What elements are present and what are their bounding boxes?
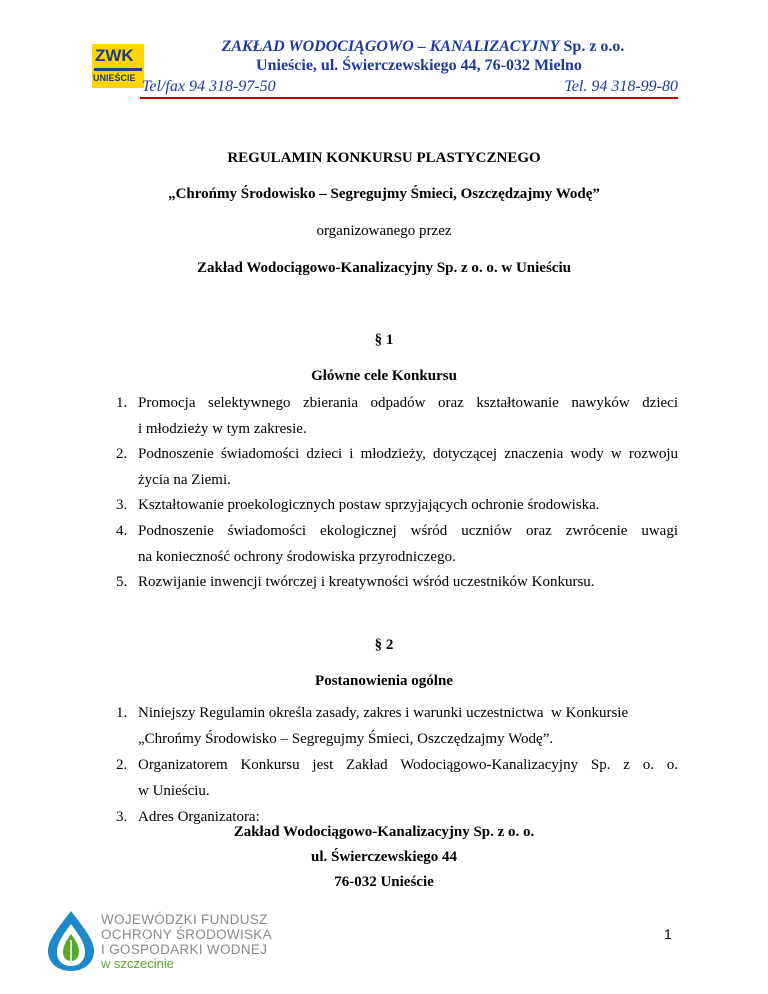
text-line: i młodzieży w tym zakresie. — [138, 421, 307, 437]
list-item-number: 5. — [116, 574, 128, 590]
section-2-number: § 2 — [374, 637, 394, 653]
organized-by-label: organizowanego przez — [316, 223, 452, 239]
text-line: Adres Organizatora: — [138, 809, 260, 825]
organizer-name: Zakład Wodociągowo-Kanalizacyjny Sp. z o. o. w Unieściu — [197, 260, 571, 276]
text-line: „Chrońmy Środowisko – Segregujmy Śmieci, Oszczędzajmy Wodę”. — [138, 731, 554, 747]
company-phones — [142, 78, 678, 96]
list-item-number: 4. — [116, 523, 128, 539]
organizer-address-name: Zakład Wodociągowo-Kanalizacyjny Sp. z o. o. — [233, 824, 535, 840]
zwk-logo-sub: UNIEŚCIE — [93, 73, 136, 83]
text-line: Rozwijanie inwencji twórczej i kreatywności wśród uczestników Konkursu. — [138, 574, 595, 590]
organizer-address-postcode: 76-032 Unieście — [334, 874, 434, 890]
fund-city: w szczecinie — [101, 956, 174, 971]
text-line: Podnoszenie świadomości ekologicznej wśród uczniów oraz zwrócenie uwagi — [138, 523, 678, 539]
company-name-suffix: Sp. z o.o. — [559, 38, 625, 55]
company-name — [92, 38, 678, 56]
list-item-text — [138, 492, 678, 518]
list-item-text — [138, 518, 678, 570]
text-line: życia na Ziemi. — [138, 472, 231, 488]
list-item-number: 2. — [116, 446, 128, 462]
organizer-address-street: ul. Świerczewskiego 44 — [311, 849, 457, 865]
document-title: REGULAMIN KONKURSU PLASTYCZNEGO — [227, 150, 541, 166]
list-item-text — [138, 700, 678, 752]
list-item-number: 2. — [116, 757, 128, 773]
list-item-text — [138, 441, 678, 493]
letterhead — [92, 38, 678, 100]
contest-name: „Chrońmy Środowisko – Segregujmy Śmieci, Oszczędzajmy Wodę” — [168, 186, 600, 202]
section-2-heading: Postanowienia ogólne — [315, 673, 453, 689]
list-item-text — [138, 390, 678, 442]
section-1-heading: Główne cele Konkursu — [311, 368, 457, 384]
text-line: Podnoszenie świadomości dzieci i młodzieży, dotyczącej znaczenia wody w rozwoju — [138, 446, 678, 462]
text-line: Organizatorem Konkursu jest Zakład Wodociągowo-Kanalizacyjny Sp. z o. o. — [138, 757, 678, 773]
text-line: Kształtowanie proekologicznych postaw sprzyjających ochronie środowiska. — [138, 497, 600, 513]
list-item-text — [138, 752, 678, 804]
tel-number: Tel. 94 318-99-80 — [564, 78, 678, 95]
company-address: Unieście, ul. Świerczewskiego 44, 76-032 Mielno — [256, 57, 582, 74]
section-1-number: § 1 — [374, 332, 394, 348]
page-number: 1 — [664, 926, 672, 942]
telfax-number: Tel/fax 94 318-97-50 — [142, 78, 276, 95]
text-line: Niniejszy Regulamin określa zasady, zakres i warunki uczestnictwa w Konkursie — [138, 705, 629, 721]
fund-name-line-3: I GOSPODARKI WODNEJ — [101, 942, 268, 957]
wfos-drop-logo-icon — [46, 910, 96, 972]
text-line: w Unieściu. — [138, 783, 210, 799]
list-item-text — [138, 569, 678, 595]
list-item-number: 3. — [116, 809, 128, 825]
fund-name-line-2: OCHRONY ŚRODOWISKA — [101, 927, 272, 942]
header-rule — [140, 97, 678, 99]
text-line: na konieczność ochrony środowiska przyrodniczego. — [138, 549, 456, 565]
list-item-number: 1. — [116, 705, 128, 721]
zwk-logo-letters: ZWK — [95, 46, 134, 65]
text-line: Promocja selektywnego zbierania odpadów oraz kształtowanie nawyków dzieci — [138, 395, 678, 411]
list-item-number: 3. — [116, 497, 128, 513]
company-name-italic: ZAKŁAD WODOCIĄGOWO – KANALIZACYJNY — [221, 38, 560, 55]
fund-name-line-1: WOJEWÓDZKI FUNDUSZ — [101, 912, 268, 927]
list-item-number: 1. — [116, 395, 128, 411]
